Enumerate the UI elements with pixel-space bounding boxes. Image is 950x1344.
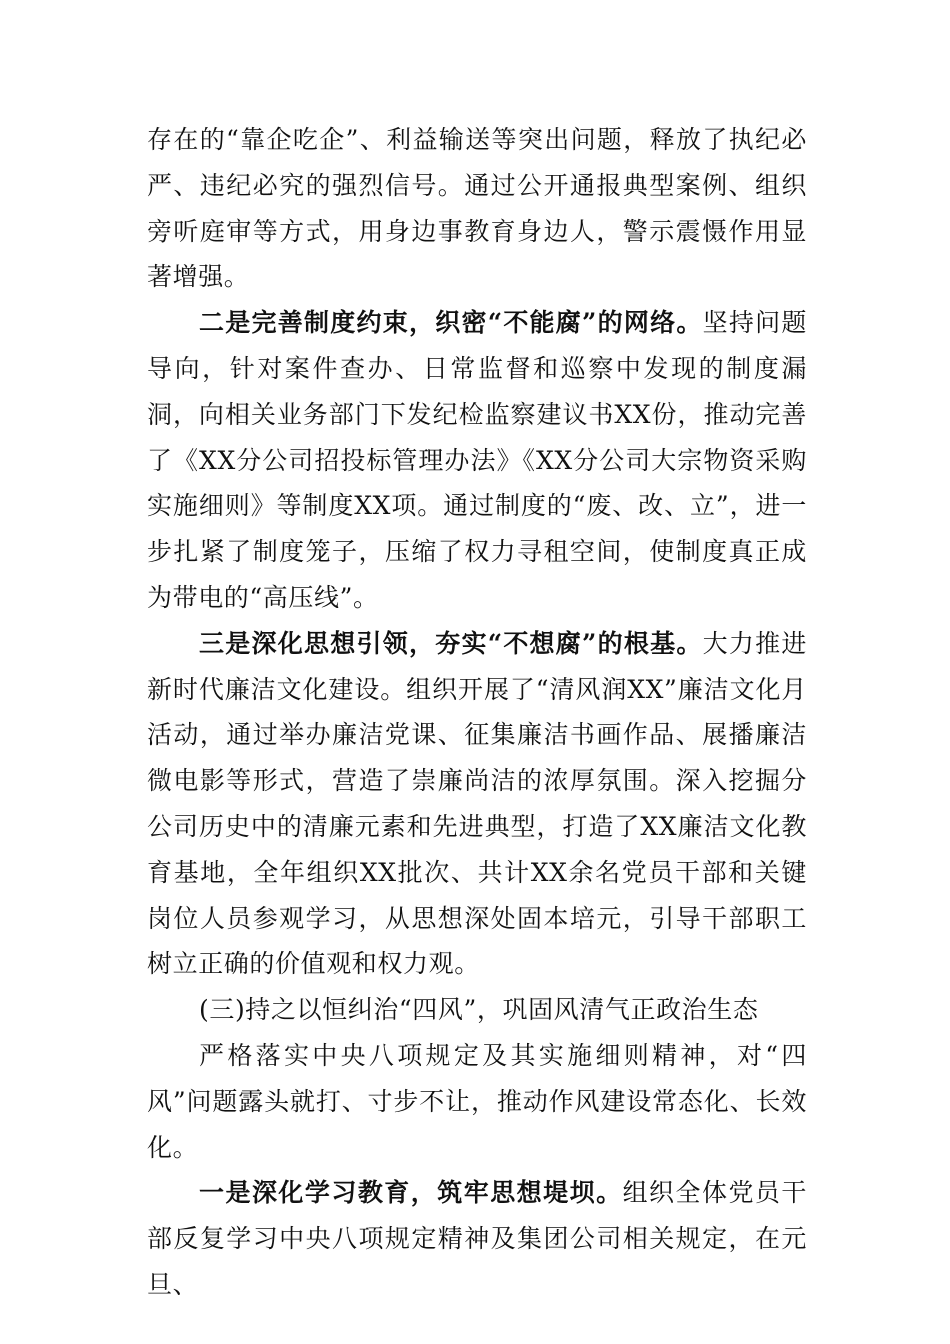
paragraph-text: 严格落实中央八项规定及其实施细则精神，对“四风”问题露头就打、寸步不让，推动作风建设常态化、长效化。 [147,1040,807,1162]
paragraph-text: 组织全体党员干部反复学习中央八项规定精神及集团公司相关规定，在元旦、 [147,1178,807,1299]
paragraph-lead: 一是深化学习教育，筑牢思想堤坝。 [199,1178,623,1208]
paragraph-study-education [147,1170,807,1307]
paragraph-lead: 二是完善制度约束，织密“不能腐”的网络。 [199,308,703,338]
section-heading: (三)持之以恒纠治“四风”，巩固风清气正政治生态 [199,995,759,1025]
paragraph-text: 存在的“靠企吃企”、利益输送等突出问题，释放了执纪必严、违纪必究的强烈信号。通过公开通报典型案例、组织旁听庭审等方式，用身边事教育身边人，警示震慑作用显著增强。 [147,125,807,292]
paragraph-text: 大力推进新时代廉洁文化建设。组织开展了“清风润XX”廉洁文化月活动，通过举办廉洁党课、征集廉洁书画作品、展播廉洁微电影等形式，营造了崇廉尚洁的浓厚氛围。深入挖掘分公司历史中的清廉元素和先进典型，打造了XX廉洁文化教育基地，全年组织XX批次、共计XX余名党员干部和关键岗位人员参观学习，从思想深处固本培元，引导干部职工树立正确的价值观和权力观。 [147,628,807,979]
document-page [147,117,807,1308]
paragraph-text: 坚持问题导向，针对案件查办、日常监督和巡察中发现的制度漏洞，向相关业务部门下发纪检监察建议书XX份，推动完善了《XX分公司招投标管理办法》《XX分公司大宗物资采购实施细则》等制度XX项。通过制度的“废、改、立”，进一步扎紧了制度笼子，压缩了权力寻租空间，使制度真正成为带电的“高压线”。 [147,308,807,612]
paragraph-ideological-guidance [147,621,807,987]
paragraph-continuation [147,117,807,300]
paragraph-eight-rules [147,1033,807,1170]
paragraph-institution-constraint [147,300,807,621]
paragraph-lead: 三是深化思想引领，夯实“不想腐”的根基。 [199,628,703,658]
